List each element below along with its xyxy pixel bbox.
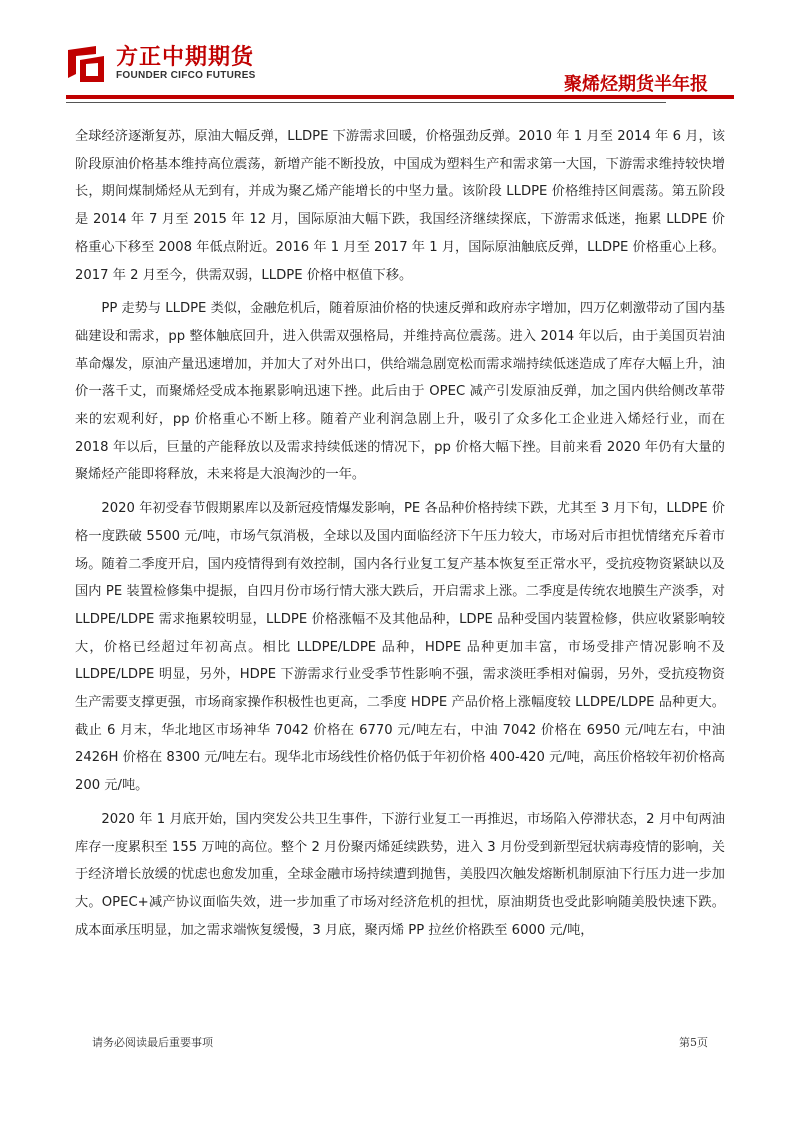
- paragraph: 2020 年初受春节假期累库以及新冠疫情爆发影响，PE 各品种价格持续下跌，尤其至 3 月下旬，LLDPE 价格一度跌破 5500 元/吨，市场气氛消极，全球以及国内面临经济下午压力较大，市场对后市担忧情绪充斥着市场。随着二季度开启，国内疫情得到有效控制，国内各行业复工复产基本恢复至正常水平，受抗疫物资紧缺以及国内 PE 装置检修集中提振，自四月份市场行情大涨大跌后，开启需求上涨。二季度是传统农地膜生产淡季，对 LLDPE/LDPE 需求拖累较明显，LLDPE 价格涨幅不及其他品种，LDPE 品种受国内装置检修，供应收紧影响较大，价格已经超过年初高点。相比 LLDPE/LDPE 品种，HDPE 品种更加丰富，市场受排产情况影响不及 LLDPE/LDPE 明显，另外，HDPE 下游需求行业受季节性影响不强，需求淡旺季相对偏弱，另外，受抗疫物资生产需要支撑更强，市场商家操作积极性也更高，二季度 HDPE 产品价格上涨幅度较 LLDPE/LDPE 品种更大。截止 6 月末，华北地区市场神华 7042 价格在 6770 元/吨左右，中油 7042 价格在 6950 元/吨左右，中油 2426H 价格在 8300 元/吨左右。现华北市场线性价格仍低于年初价格 400-420 元/吨，高压价格较年初价格高 200 元/吨。: [75, 501, 725, 794]
- header-rule-red: [66, 95, 734, 99]
- page-header: [0, 0, 800, 110]
- page-number: 第5页: [679, 1036, 708, 1049]
- brand-name-en: FOUNDER CIFCO FUTURES: [116, 70, 256, 81]
- paragraph: 2020 年 1 月底开始，国内突发公共卫生事件，下游行业复工一再推迟，市场陷入停滞状态，2 月中旬两油库存一度累积至 155 万吨的高位。整个 2 月份聚丙烯延续跌势，进入 3 月份受到新型冠状病毒疫情的影响，关于经济增长放缓的忧虑也愈发加重，全球金融市场持续遭到抛售，美股四次触发熔断机制原油下行压力进一步加大。OPEC+减产协议面临失效，进一步加重了市场对经济危机的担忧，原油期货也受此影响随美股快速下跌。成本面承压明显，加之需求端恢复缓慢，3 月底，聚丙烯 PP 拉丝价格跌至 6000 元/吨，: [75, 811, 725, 938]
- report-title: 聚烯烃期货半年报: [564, 74, 708, 95]
- paragraph: 全球经济逐渐复苏，原油大幅反弹，LLDPE 下游需求回暖，价格强劲反弹。2010 年 1 月至 2014 年 6 月，该阶段原油价格基本维持高位震荡，新增产能不断投放，中国成为塑料生产和需求第一大国，下游需求维持较快增长，期间煤制烯烃从无到有，并成为聚乙烯产能增长的中坚力量。该阶段 LLDPE 价格维持区间震荡。第五阶段是 2014 年 7 月至 2015 年 12 月，国际原油大幅下跌，我国经济继续探底，下游需求低迷，拖累 LLDPE 价格重心下移至 2008 年低点附近。2016 年 1 月至 2017 年 1 月，国际原油触底反弹，LLDPE 价格重心上移。2017 年 2 月至今，供需双弱，LLDPE 价格中枢值下移。: [75, 129, 725, 283]
- founder-logo-icon: [66, 44, 106, 84]
- body-text: [75, 123, 725, 950]
- footer-notice: 请务必阅读最后重要事项: [92, 1036, 213, 1049]
- brand-name-cn: 方正中期期货: [116, 45, 255, 70]
- header-rule-thin: [66, 102, 666, 103]
- paragraph: PP 走势与 LLDPE 类似，金融危机后，随着原油价格的快速反弹和政府赤字增加，四万亿刺激带动了国内基础建设和需求，pp 整体触底回升，进入供需双强格局，并维持高位震荡。进入 2014 年以后，由于美国页岩油革命爆发，原油产量迅速增加，并加大了对外出口，供给端急剧宽松而需求端持续低迷造成了库存大幅上升，油价一落千丈，而聚烯烃受成本拖累影响迅速下挫。此后由于 OPEC 减产引发原油反弹，加之国内供给侧改革带来的宏观利好，pp 价格重心不断上移。随着产业利润急剧上升，吸引了众多化工企业进入烯烃行业，而在 2018 年以后，巨量的产能释放以及需求持续低迷的情况下，pp 价格大幅下挫。目前来看 2020 年仍有大量的聚烯烃产能即将释放，未来将是大浪淘沙的一年。: [75, 301, 725, 483]
